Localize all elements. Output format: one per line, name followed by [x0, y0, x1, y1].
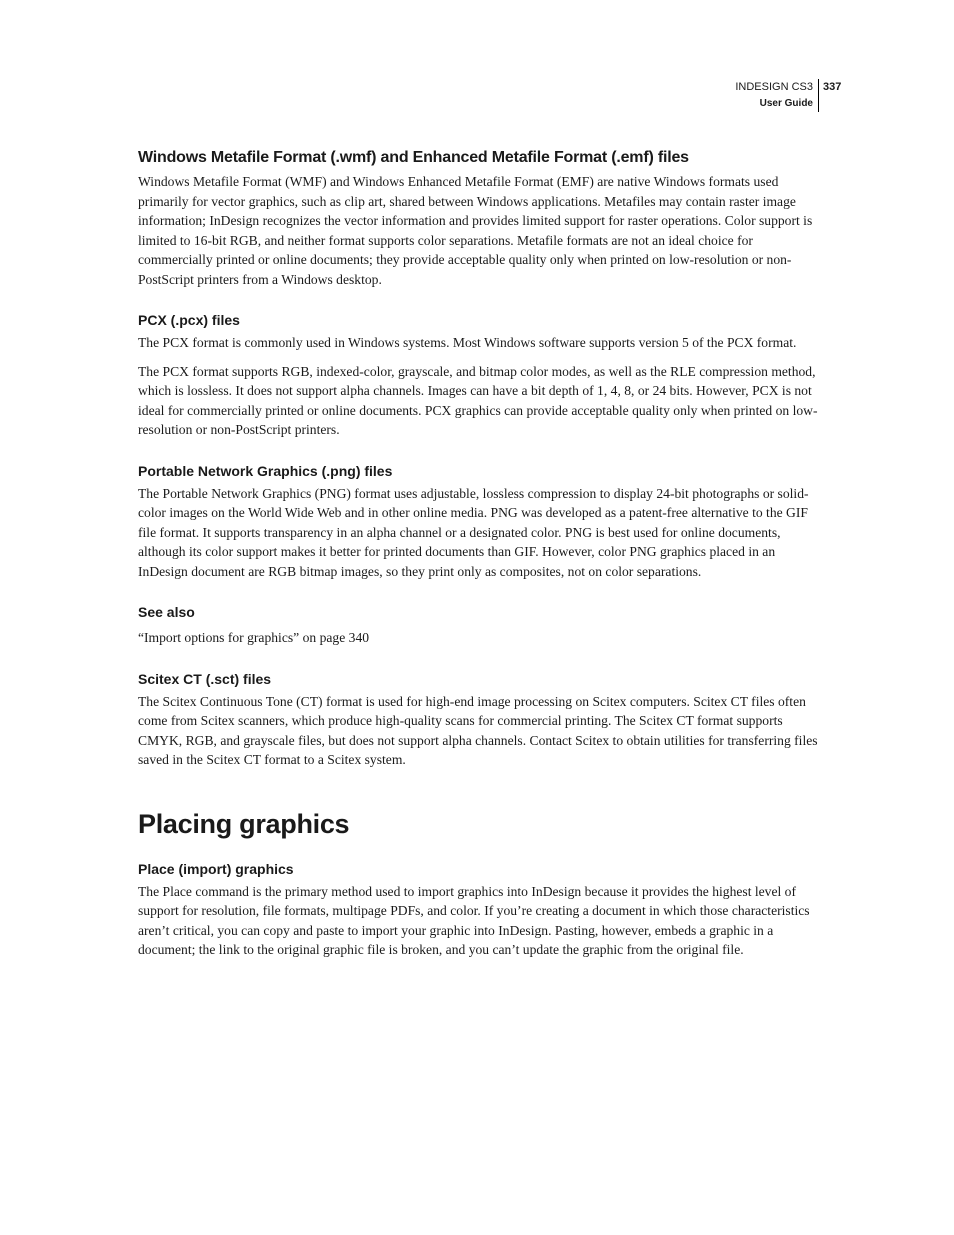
- page-header: [735, 79, 847, 112]
- place-heading: Place (import) graphics: [138, 860, 294, 877]
- wmf-paragraph: Windows Metafile Format (WMF) and Windows Enhanced Metafile Format (EMF) are native Windows formats used primarily for vector graphics, such as clip art, shared between Windows applications. Metafiles may contain raster image information; InDesign recognizes the vector information and provides limited support for raster operations. Color support is limited to 16-bit RGB, and neither format supports color separations. Metafile formats are not an ideal choice for commercially printed or online documents; they provide acceptable quality only when printed on low-resolution or non-PostScript printers from a Windows desktop.: [138, 174, 813, 287]
- png-heading: Portable Network Graphics (.png) files: [138, 462, 393, 479]
- header-titles: [735, 79, 819, 112]
- page-content: [138, 148, 818, 960]
- page-number: 337: [823, 81, 842, 93]
- pcx-paragraph-1: The PCX format is commonly used in Windows systems. Most Windows software supports version 5 of the PCX format.: [138, 335, 797, 350]
- section-title: Placing graphics: [138, 808, 350, 839]
- guide-name: User Guide: [759, 98, 813, 109]
- png-paragraph: The Portable Network Graphics (PNG) format uses adjustable, lossless compression to display 24-bit photographs or solid-color images on the World Wide Web and in other online media. PNG was developed as a patent-free alternative to the GIF file format. It supports transparency in an alpha channel or a designated color. PNG is best used for online documents, although its color support makes it better for printed documents than GIF. However, color PNG graphics placed in an InDesign document are RGB bitmap images, so they print only as composites, not on color separations.: [138, 485, 809, 579]
- pcx-heading: PCX (.pcx) files: [138, 312, 240, 328]
- pcx-paragraph-2: The PCX format supports RGB, indexed-color, grayscale, and bitmap color modes, as well as the RLE compression method, which is lossless. It does not support alpha channels. Images can have a bit depth of 1, 4, 8, or 24 bits. However, PCX is not ideal for commercially printed or online documents. PCX graphics can provide acceptable quality only when printed on low-resolution or non-PostScript printers.: [138, 363, 818, 437]
- sct-heading: Scitex CT (.sct) files: [138, 670, 272, 687]
- see-also-link[interactable]: “Import options for graphics” on page 340: [138, 630, 370, 645]
- product-name: INDESIGN CS3: [735, 81, 813, 93]
- sct-paragraph: The Scitex Continuous Tone (CT) format is used for high-end image processing on Scitex computers. Scitex CT files often come from Scitex scanners, which produce high-quality scans for commercial printing. The Scitex CT format supports CMYK, RGB, and grayscale files, but does not support alpha channels. Contact Scitex to obtain utilities for transferring files saved in the Scitex CT format to a Scitex system.: [138, 693, 818, 767]
- see-also-heading: See also: [138, 604, 195, 620]
- wmf-heading: Windows Metafile Format (.wmf) and Enhanced Metafile Format (.emf) files: [138, 149, 689, 166]
- place-paragraph: The Place command is the primary method used to import graphics into InDesign because it provides the highest level of support for resolution, file formats, multipage PDFs, and color. If you’re creating a document in which those characteristics aren’t critical, you can copy and paste to import your graphic into InDesign. Pasting, however, embeds a graphic in a document; the link to the original graphic file is broken, and you can’t update the graphic from the original file.: [138, 883, 810, 957]
